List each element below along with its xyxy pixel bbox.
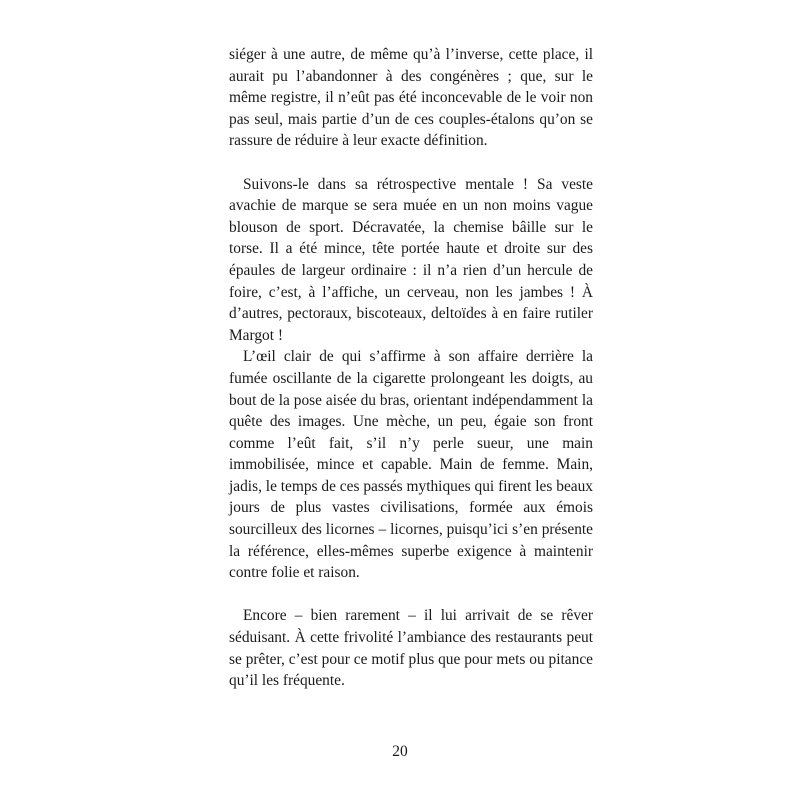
paragraph-continued: siéger à une autre, de même qu’à l’inverse, cette place, il aurait pu l’abandonner à des congénères ; que, sur le même registre, il n’eût pas été inconcevable de le voir non pas seul, mais partie d’un de ces couples-étalons qu’on se rassure de réduire à leur exacte définition. bbox=[229, 46, 593, 150]
paragraph: Encore – bien rarement – il lui arrivait de se rêver séduisant. À cette frivolité l’ambiance des restaurants peut se prêter, c’est pour ce motif plus que pour mets ou pitance qu’il les fréquente. bbox=[229, 607, 593, 690]
page-number: 20 bbox=[392, 743, 408, 760]
paragraph: Suivons-le dans sa rétrospective mentale ! Sa veste avachie de marque se sera muée en un non moins vague blouson de sport. Décravatée, la chemise bâille sur le torse. Il a été mince, tête portée haute et droite sur des épaules de largeur ordinaire : il n’a rien d’un hercule de foire, c’est, à l’affiche, un cerveau, non les jambes ! À d’autres, pectoraux, biscoteaux, deltoïdes à en faire rutiler Margot ! bbox=[229, 175, 593, 344]
paragraph: L’œil clair de qui s’affirme à son affaire derrière la fumée oscillante de la cigarette prolongeant les doigts, au bout de la pose aisée du bras, orientant indépendamment la quête des images. Une mèche, un peu, égaie son front comme l’eût fait, s’il n’y perle sueur, une main immobilisée, mince et capable. Main de femme. Main, jadis, le temps de ces passés mythiques qui firent les beaux jours de plus vastes civilisations, formée aux émois sourcilleux des licornes – licornes, puisqu’ici s’en présente la référence, elles-mêmes superbe exigence à maintenir contre folie et raison. bbox=[229, 348, 593, 582]
body-text bbox=[229, 44, 593, 692]
